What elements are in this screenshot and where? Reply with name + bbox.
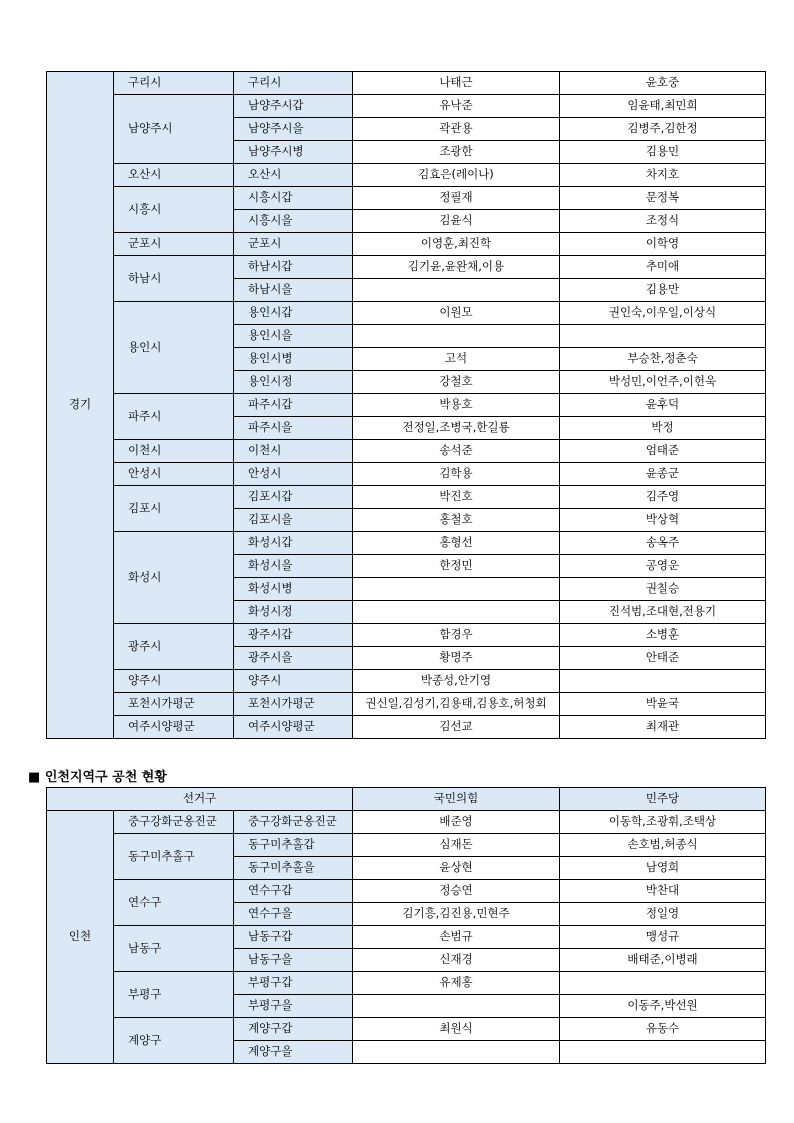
ppp-candidate-cell: 홍형선 [353,532,560,555]
district-cell: 부평구을 [234,995,353,1018]
table-row [47,164,766,187]
table-row [47,693,766,716]
dem-candidate-cell: 이학영 [560,233,766,256]
table-row [47,394,766,417]
dem-candidate-cell: 차지호 [560,164,766,187]
table-row [47,302,766,325]
dem-candidate-cell: 권인숙,이우일,이상식 [560,302,766,325]
district-cell: 화성시병 [234,578,353,601]
dem-candidate-cell: 박성민,이언주,이헌욱 [560,371,766,394]
district-cell: 광주시갑 [234,624,353,647]
dem-candidate-cell: 김주영 [560,486,766,509]
ppp-candidate-cell [353,578,560,601]
city-cell: 이천시 [114,440,234,463]
section-title: 인천지역구 공천 현황 [44,770,167,785]
ppp-candidate-cell: 이영훈,최진학 [353,233,560,256]
ppp-candidate-cell: 함경우 [353,624,560,647]
district-cell: 포천시가평군 [234,693,353,716]
dem-candidate-cell: 남영희 [560,857,766,880]
dem-candidate-cell: 진석범,조대현,전용기 [560,601,766,624]
dem-candidate-cell [560,1041,766,1064]
table-row [47,233,766,256]
city-cell: 파주시 [114,394,234,440]
dem-candidate-cell: 최재관 [560,716,766,739]
district-cell: 파주시을 [234,417,353,440]
district-cell: 구리시 [234,72,353,95]
district-cell: 남양주시갑 [234,95,353,118]
district-cell: 용인시을 [234,325,353,348]
city-cell: 중구강화군옹진군 [114,811,234,834]
table-row [47,532,766,555]
ppp-candidate-cell: 곽관용 [353,118,560,141]
district-cell: 화성시갑 [234,532,353,555]
district-cell: 남양주시병 [234,141,353,164]
ppp-candidate-cell: 유제홍 [353,972,560,995]
district-cell: 광주시을 [234,647,353,670]
ppp-candidate-cell [353,279,560,302]
table-row [47,880,766,903]
table-row [47,624,766,647]
dem-candidate-cell: 추미애 [560,256,766,279]
header-dem: 민주당 [560,788,766,811]
district-cell: 이천시 [234,440,353,463]
district-cell: 부평구갑 [234,972,353,995]
city-cell: 김포시 [114,486,234,532]
city-cell: 시흥시 [114,187,234,233]
district-cell: 김포시을 [234,509,353,532]
dem-candidate-cell: 박정 [560,417,766,440]
ppp-candidate-cell: 박종성,안기영 [353,670,560,693]
district-cell: 오산시 [234,164,353,187]
city-cell: 동구미추홀구 [114,834,234,880]
region-cell: 경기 [47,72,114,739]
district-cell: 안성시 [234,463,353,486]
ppp-candidate-cell: 박진호 [353,486,560,509]
dem-candidate-cell: 박상혁 [560,509,766,532]
ppp-candidate-cell: 김윤식 [353,210,560,233]
header-district: 선거구 [47,788,353,811]
header-ppp: 국민의힘 [353,788,560,811]
table-row [47,834,766,857]
ppp-candidate-cell: 심재돈 [353,834,560,857]
table-header-row [47,788,766,811]
city-cell: 안성시 [114,463,234,486]
city-cell: 포천시가평군 [114,693,234,716]
city-cell: 연수구 [114,880,234,926]
district-cell: 동구미추홀을 [234,857,353,880]
ppp-candidate-cell: 고석 [353,348,560,371]
dem-candidate-cell: 공영운 [560,555,766,578]
ppp-candidate-cell: 유낙준 [353,95,560,118]
ppp-candidate-cell [353,1041,560,1064]
ppp-candidate-cell: 정승연 [353,880,560,903]
city-cell: 양주시 [114,670,234,693]
city-cell: 하남시 [114,256,234,302]
ppp-candidate-cell: 황명주 [353,647,560,670]
ppp-candidate-cell [353,601,560,624]
gyeonggi-nominations-table [46,71,766,739]
dem-candidate-cell: 김용만 [560,279,766,302]
ppp-candidate-cell: 윤상현 [353,857,560,880]
dem-candidate-cell: 소병훈 [560,624,766,647]
table-row [47,811,766,834]
ppp-candidate-cell: 박용호 [353,394,560,417]
table-row [47,256,766,279]
dem-candidate-cell [560,325,766,348]
ppp-candidate-cell: 이원모 [353,302,560,325]
dem-candidate-cell: 부승찬,정춘숙 [560,348,766,371]
dem-candidate-cell: 임윤태,최민희 [560,95,766,118]
district-cell: 여주시양평군 [234,716,353,739]
city-cell: 계양구 [114,1018,234,1064]
city-cell: 화성시 [114,532,234,624]
city-cell: 남양주시 [114,95,234,164]
incheon-nominations-table [46,787,766,1064]
city-cell: 여주시양평군 [114,716,234,739]
dem-candidate-cell: 유동수 [560,1018,766,1041]
region-cell: 인천 [47,811,114,1064]
dem-candidate-cell: 안태준 [560,647,766,670]
ppp-candidate-cell: 홍철호 [353,509,560,532]
dem-candidate-cell: 손호범,허종식 [560,834,766,857]
table-row [47,463,766,486]
district-cell: 용인시갑 [234,302,353,325]
dem-candidate-cell: 권칠승 [560,578,766,601]
dem-candidate-cell: 윤호중 [560,72,766,95]
district-cell: 양주시 [234,670,353,693]
district-cell: 파주시갑 [234,394,353,417]
dem-candidate-cell: 엄태준 [560,440,766,463]
ppp-candidate-cell: 김선교 [353,716,560,739]
city-cell: 군포시 [114,233,234,256]
dem-candidate-cell: 문정복 [560,187,766,210]
ppp-candidate-cell: 전정일,조병국,한길룡 [353,417,560,440]
dem-candidate-cell: 이동주,박선원 [560,995,766,1018]
table-row [47,72,766,95]
district-cell: 남양주시을 [234,118,353,141]
dem-candidate-cell: 맹성규 [560,926,766,949]
district-cell: 중구강화군옹진군 [234,811,353,834]
dem-candidate-cell: 박윤국 [560,693,766,716]
ppp-candidate-cell: 김효은(레이나) [353,164,560,187]
district-cell: 계양구을 [234,1041,353,1064]
city-cell: 부평구 [114,972,234,1018]
dem-candidate-cell [560,972,766,995]
district-cell: 계양구갑 [234,1018,353,1041]
table-row [47,670,766,693]
ppp-candidate-cell [353,325,560,348]
ppp-candidate-cell: 한정민 [353,555,560,578]
table-row [47,95,766,118]
dem-candidate-cell: 이동학,조광휘,조택상 [560,811,766,834]
dem-candidate-cell: 배태준,이병래 [560,949,766,972]
ppp-candidate-cell: 나태근 [353,72,560,95]
ppp-candidate-cell: 최원식 [353,1018,560,1041]
district-cell: 용인시병 [234,348,353,371]
table-row [47,440,766,463]
dem-candidate-cell: 박찬대 [560,880,766,903]
table-row [47,716,766,739]
dem-candidate-cell: 정일영 [560,903,766,926]
city-cell: 오산시 [114,164,234,187]
ppp-candidate-cell [353,995,560,1018]
district-cell: 화성시정 [234,601,353,624]
ppp-candidate-cell: 송석준 [353,440,560,463]
district-cell: 용인시정 [234,371,353,394]
city-cell: 남동구 [114,926,234,972]
dem-candidate-cell [560,670,766,693]
ppp-candidate-cell: 강철호 [353,371,560,394]
district-cell: 김포시갑 [234,486,353,509]
district-cell: 남동구갑 [234,926,353,949]
district-cell: 하남시을 [234,279,353,302]
district-cell: 남동구을 [234,949,353,972]
district-cell: 하남시갑 [234,256,353,279]
ppp-candidate-cell: 김기윤,윤완채,이용 [353,256,560,279]
ppp-candidate-cell: 김학용 [353,463,560,486]
ppp-candidate-cell: 정필재 [353,187,560,210]
city-cell: 용인시 [114,302,234,394]
table-row [47,1018,766,1041]
bullet-square: ■ [28,770,41,785]
district-cell: 연수구갑 [234,880,353,903]
dem-candidate-cell: 김용민 [560,141,766,164]
dem-candidate-cell: 송옥주 [560,532,766,555]
city-cell: 광주시 [114,624,234,670]
table-row [47,972,766,995]
table-row [47,926,766,949]
district-cell: 연수구을 [234,903,353,926]
table-row [47,187,766,210]
ppp-candidate-cell: 신재경 [353,949,560,972]
district-cell: 화성시을 [234,555,353,578]
ppp-candidate-cell: 김기흥,김진용,민현주 [353,903,560,926]
district-cell: 군포시 [234,233,353,256]
incheon-section-heading [28,766,167,785]
dem-candidate-cell: 조정식 [560,210,766,233]
district-cell: 시흥시갑 [234,187,353,210]
city-cell: 구리시 [114,72,234,95]
dem-candidate-cell: 윤종군 [560,463,766,486]
ppp-candidate-cell: 권신일,김성기,김용태,김용호,허청회 [353,693,560,716]
district-cell: 동구미추홀갑 [234,834,353,857]
table-row [47,486,766,509]
ppp-candidate-cell: 손범규 [353,926,560,949]
ppp-candidate-cell: 배준영 [353,811,560,834]
district-cell: 시흥시을 [234,210,353,233]
dem-candidate-cell: 윤후덕 [560,394,766,417]
dem-candidate-cell: 김병주,김한정 [560,118,766,141]
ppp-candidate-cell: 조광한 [353,141,560,164]
